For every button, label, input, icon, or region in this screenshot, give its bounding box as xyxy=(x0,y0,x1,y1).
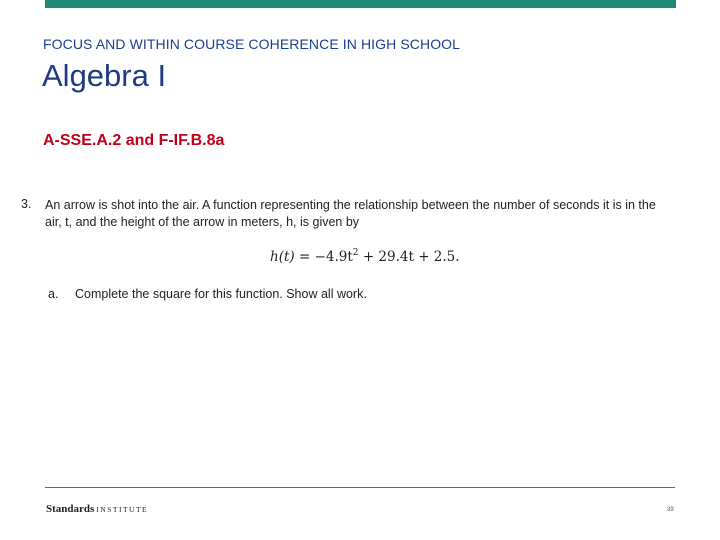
function-equation xyxy=(270,249,460,265)
equation-lhs: h(t) xyxy=(270,249,295,265)
standards-institute-logo xyxy=(46,503,148,515)
page-title: Algebra I xyxy=(42,58,167,93)
page-number: 39 xyxy=(667,507,674,513)
logo-suffix: INSTITUTE xyxy=(96,505,149,514)
equation-exponent: 2 xyxy=(352,248,359,258)
part-a-text: Complete the square for this function. Show all work. xyxy=(75,287,367,301)
standard-code: A-SSE.A.2 and F-IF.B.8a xyxy=(43,132,225,149)
equation-term1: −4.9t xyxy=(314,249,353,265)
logo-brand: Standards xyxy=(46,503,95,515)
section-supertitle: FOCUS AND WITHIN COURSE COHERENCE IN HIGH SCHOOL xyxy=(43,36,461,52)
equation-term2: + 29.4t + 2.5. xyxy=(362,249,460,265)
equation-equals: = xyxy=(298,249,311,265)
footer-divider xyxy=(45,487,675,488)
problem-number: 3. xyxy=(21,197,32,211)
part-a-letter: a. xyxy=(48,287,59,301)
problem-statement: An arrow is shot into the air. A function representing the relationship between the number of seconds it is in the air, t, and the height of the arrow in meters, h, is given by xyxy=(45,198,656,229)
top-accent-bar xyxy=(45,0,676,8)
